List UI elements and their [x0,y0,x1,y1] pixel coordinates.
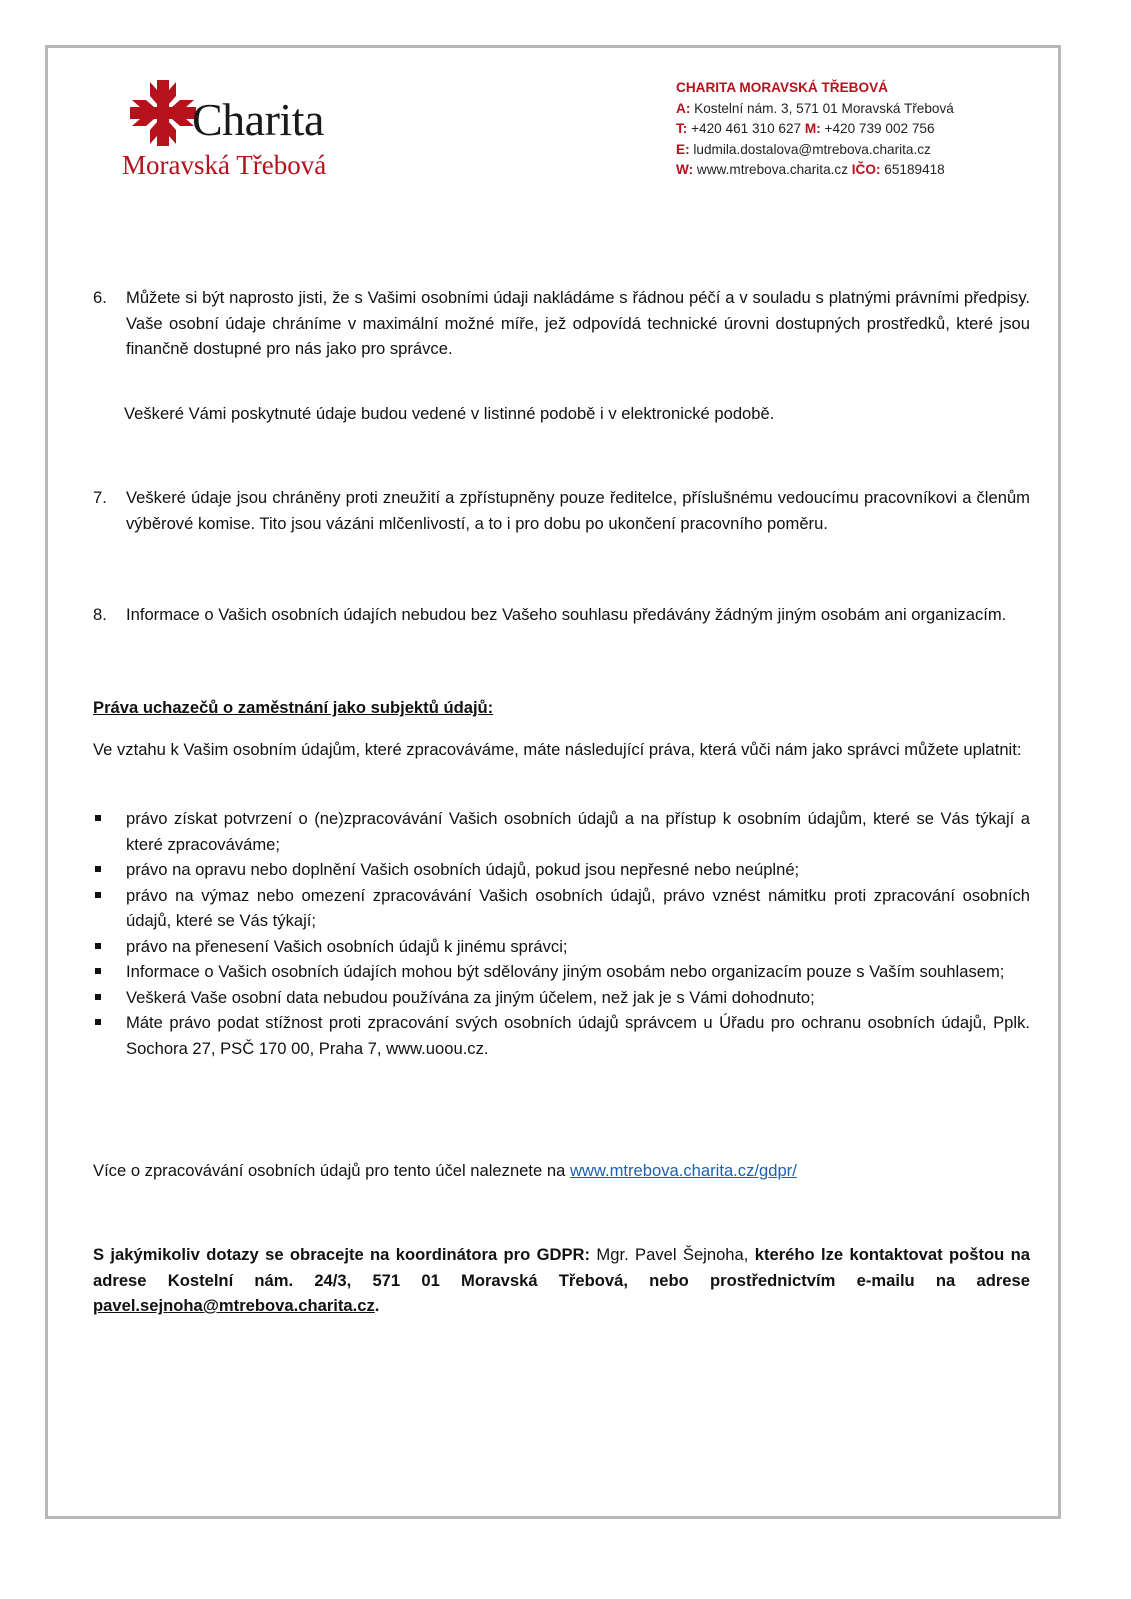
mobile-key: M: [804,121,821,136]
list-item: právo na přenesení Vašich osobních údajů k jinému správci; [93,934,1030,960]
gdpr-email[interactable]: pavel.sejnoha@mtrebova.charita.cz [93,1296,375,1315]
address-line [676,99,954,120]
web-key: W: [676,162,694,177]
rights-heading: Práva uchazečů o zaměstnání jako subjektů údajů: [93,698,494,717]
rights-list [93,806,1030,1061]
phone-key: T: [676,121,688,136]
item-number: 8. [93,605,107,624]
org-name: CHARITA MORAVSKÁ TŘEBOVÁ [676,80,888,95]
list-item: právo na opravu nebo doplnění Vašich osobních údajů, pokud jsou nepřesné nebo neúplné; [93,857,1030,883]
gdpr-lead: S jakýmikoliv dotazy se obracejte na koordinátora pro GDPR: [93,1245,591,1264]
gdpr-end: . [374,1296,380,1315]
list-item: právo získat potvrzení o (ne)zpracovávání Vašich osobních údajů a na přístup k osobním údajům, které se Vás týkají a které zpracováváme; [93,806,1030,857]
item-number: 7. [93,488,107,507]
more-text: Více o zpracovávání osobních údajů pro tento účel naleznete na [93,1161,566,1180]
phone-value: +420 461 310 627 [691,121,802,136]
email-key: E: [676,141,690,157]
list-item: právo na výmaz nebo omezení zpracovávání Vašich osobních údajů, právo vznést námitku proti zpracování osobních údajů, které se Vás týkají; [93,883,1030,934]
gdpr-name: Mgr. Pavel Šejnoha, [596,1245,749,1264]
web-value: www.mtrebova.charita.cz [696,162,848,177]
item-6-note [93,401,1030,427]
item-7 [93,485,1030,536]
rights-section [93,695,1030,721]
phone-line [676,119,954,140]
gdpr-link[interactable]: www.mtrebova.charita.cz/gdpr/ [569,1161,797,1180]
gdpr-contact [93,1242,1030,1319]
mobile-value: +420 739 002 756 [824,121,935,136]
rights-intro: Ve vztahu k Vašim osobním údajům, které zpracováváme, máte následující práva, která vůči nám jako správci můžete uplatnit: [93,740,1022,759]
item-text: Informace o Vašich osobních údajích nebudou bez Vašeho souhlasu předávány žádným jiným osobám ani organizacím. [126,605,1007,624]
item-number: 6. [93,288,107,307]
list-item: Informace o Vašich osobních údajích mohou být sdělovány jiným osobám nebo organizacím pouze s Vaším souhlasem; [93,959,1030,985]
gdpr-rest: kterého lze kontaktovat poštou na adrese Kostelní nám. 24/3, 571 01 Moravská Třebová, nebo prostřednictvím e-mailu na adrese [93,1245,1030,1290]
charita-logo [124,70,364,185]
note-text: Veškeré Vámi poskytnuté údaje budou vedené v listinné podobě i v elektronické podobě. [124,404,775,423]
ico-key: IČO: [851,162,881,177]
email-value: ludmila.dostalova@mtrebova.charita.cz [693,141,931,157]
item-text: Můžete si být naprosto jisti, že s Vašimi osobními údaji nakládáme s řádnou péčí a v souladu s platnými právními předpisy. Vaše osobní údaje chráníme v maximální možné míře, jež odpovídá technické úrovni dostupných prostředků, které jsou finančně dostupné pro nás jako pro správce. [126,288,1030,358]
item-text: Veškeré údaje jsou chráněny proti zneužití a zpřístupněny pouze ředitelce, příslušnému vedoucímu pracovníkovi a členům výběrové komise. Tito jsou vázáni mlčenlivostí, a to i pro dobu po ukončení pracovního poměru. [126,488,1030,533]
ico-value: 65189418 [884,162,945,177]
email-line [676,140,954,161]
charita-cross-icon [130,80,196,146]
list-item: Veškerá Vaše osobní data nebudou používána za jiným účelem, než jak je s Vámi dohodnuto; [93,985,1030,1011]
list-item: Máte právo podat stížnost proti zpracování svých osobních údajů správcem u Úřadu pro ochranu osobních údajů, Pplk. Sochora 27, PSČ 170 00, Praha 7, www.uoou.cz. [93,1010,1030,1061]
item-8 [93,602,1030,628]
address-key: A: [676,100,691,116]
item-6 [93,285,1030,362]
web-line [676,160,954,181]
logo-word: Charita [192,94,324,145]
address-value: Kostelní nám. 3, 571 01 Moravská Třebová [694,100,954,116]
contact-block [676,78,954,181]
logo-subtitle: Moravská Třebová [122,150,327,180]
more-info [93,1158,1030,1184]
